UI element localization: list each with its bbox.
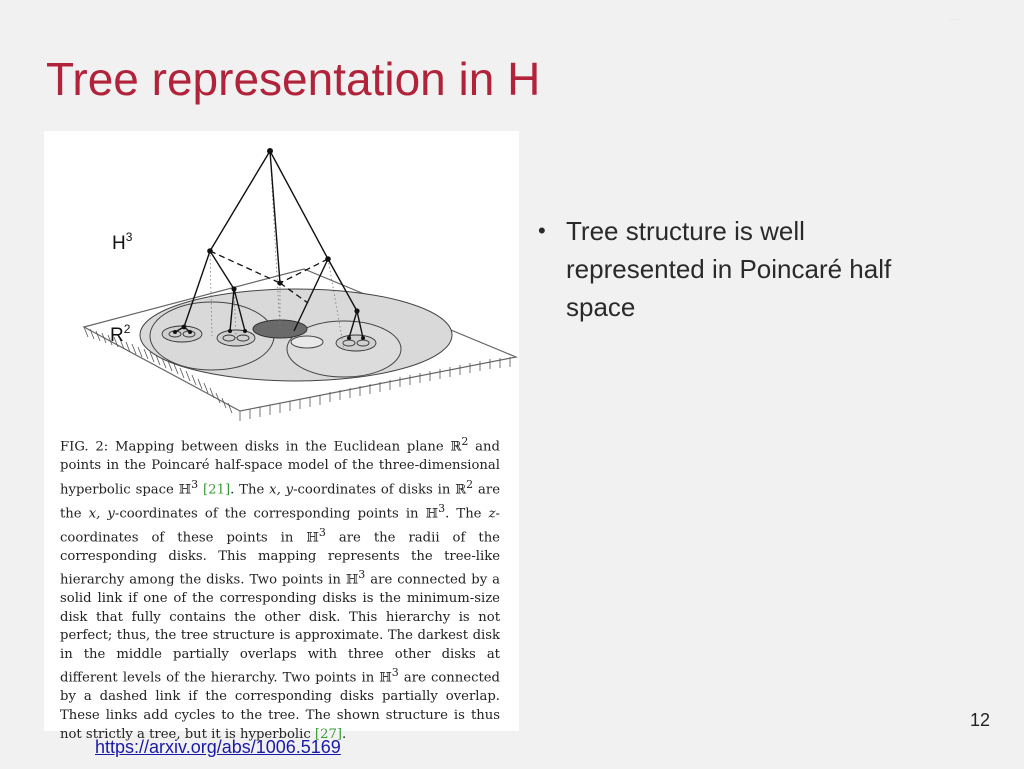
dark-center-disk — [253, 320, 307, 338]
bullet-marker: • — [538, 218, 546, 243]
bullet-text: Tree structure is well represented in Poincaré half space — [566, 216, 892, 322]
page-number: 12 — [970, 710, 991, 730]
source-link[interactable]: https://arxiv.org/abs/1006.5169 — [95, 737, 341, 757]
bullet-item — [538, 212, 918, 326]
h3-label: $H^3$ — [112, 230, 133, 254]
r2-label: $R^2$ — [110, 322, 131, 346]
citation-27[interactable]: [27] — [314, 726, 342, 742]
hyperbolic-tree-diagram — [44, 131, 519, 421]
figure-panel — [44, 131, 519, 742]
small-center-disk — [291, 336, 323, 348]
bullet-list — [538, 212, 918, 326]
citation-21[interactable]: [21] — [203, 481, 231, 497]
header-ghost-text: — — [948, 10, 962, 26]
slide-title: Tree representation in H — [46, 53, 541, 105]
figure-caption: FIG. 2: Mapping between disks in the Euclidean plane ℝ$^2$ and points in the Poincaré half-space model of the three-dimensional hyperbolic space ℍ$^3$ [21]. The x, y-coordinates of disks in ℝ$^2$ are the x, y-coordinates of the corresponding points in ℍ$^3$. The z-coordinates of these points in ℍ$^3$ are the radii of the corresponding disks. This mapping represents the tree-like hierarchy among the disks. Two points in ℍ$^3$ are connected by a solid link if one of the corresponding disks is the minimum-size disk that fully contains the other disk. This hierarchy is not perfect; thus, the tree structure is approximate. The darkest disk in the middle partially overlaps with three other disks at different levels of the hierarchy. Two points in ℍ$^3$ are connected by a dashed link if the corresponding disks partially overlap. These links add cycles to the tree. The shown structure is thus not strictly a tree, but it is hyperbolic [27]. — [60, 435, 501, 742]
